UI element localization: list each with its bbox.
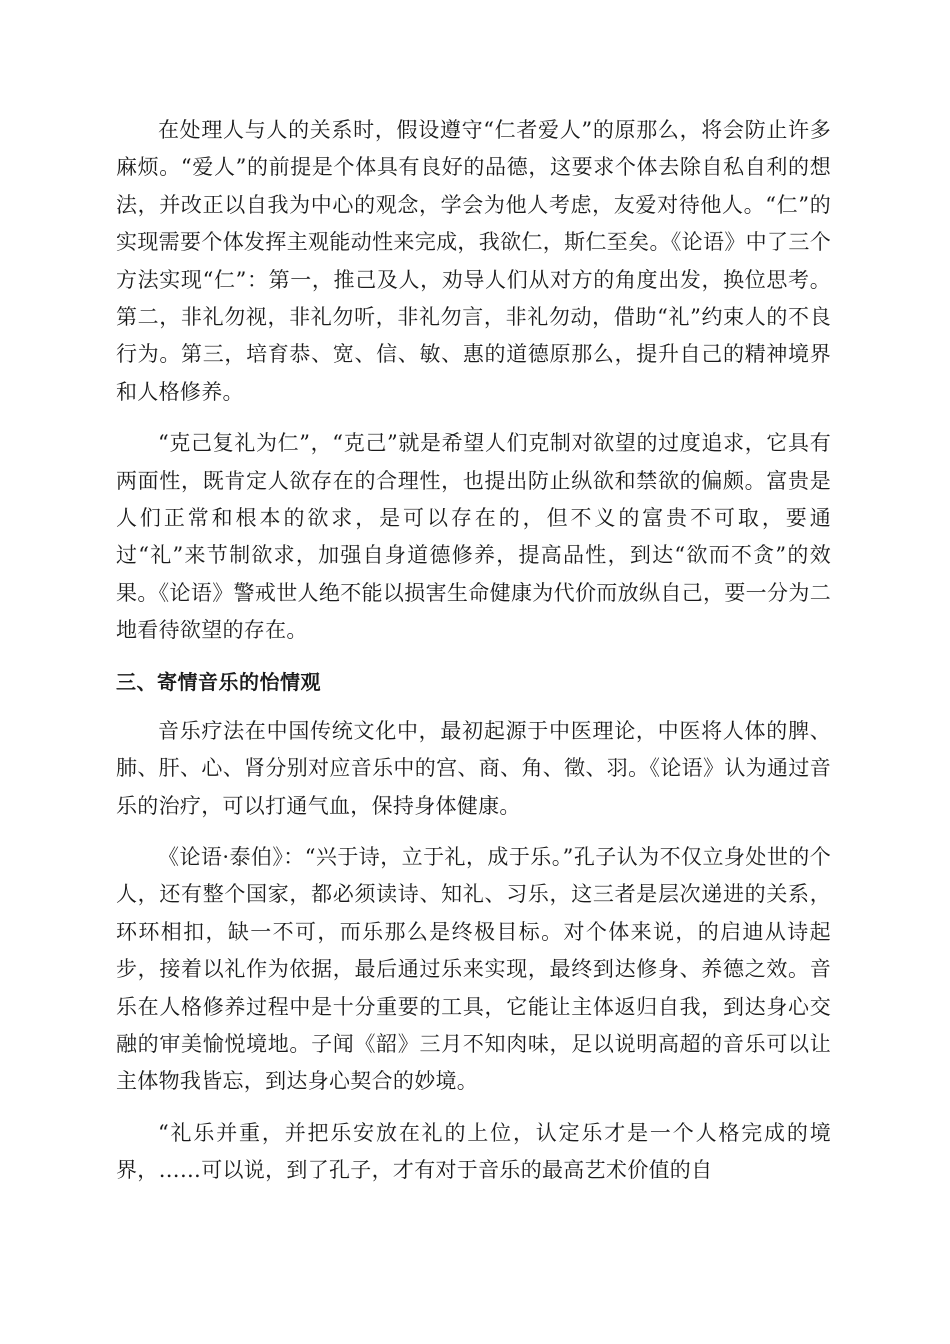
- paragraph-self-restraint: “克己复礼为仁”，“克己”就是希望人们克制对欲望的过度追求，它具有两面性，既肯定人欲存在的合理性，也提出防止纵欲和禁欲的偏颇。富贵是人们正常和根本的欲求，是可以存在的，但不义的富贵不可取，要通过“礼”来节制欲求，加强自身道德修养，提高品性，到达“欲而不贪”的效果。《论语》警戒世人绝不能以损害生命健康为代价而放纵自己，要一分为二地看待欲望的存在。: [116, 431, 831, 643]
- paragraph-taibo: 《论语·泰伯》：“兴于诗，立于礼，成于乐。”孔子认为不仅立身处世的个人，还有整个国家，都必须读诗、知礼、习乐，这三者是层次递进的关系，环环相扣，缺一不可，而乐那么是终极目标。对个体来说，的启迪从诗起步，接着以礼作为依据，最后通过乐来实现，最终到达修身、养德之效。音乐在人格修养过程中是十分重要的工具，它能让主体返归自我，到达身心交融的审美愉悦境地。子闻《韶》三月不知肉味，足以说明高超的音乐可以让主体物我皆忘，到达身心契合的妙境。: [116, 844, 831, 1094]
- section-heading-music: 三、寄情音乐的怡情观: [116, 669, 321, 694]
- paragraph-ren-love: 在处理人与人的关系时，假设遵守“仁者爱人”的原那么，将会防止许多麻烦。“爱人”的前提是个体具有良好的品德，这要求个体去除自私自利的想法，并改正以自我为中心的观念，学会为他人考虑，友爱对待他人。“仁”的实现需要个体发挥主观能动性来完成，我欲仁，斯仁至矣。《论语》中了三个方法实现“仁”：第一，推己及人，劝导人们从对方的角度出发，换位思考。第二，非礼勿视，非礼勿听，非礼勿言，非礼勿动，借助“礼”约束人的不良行为。第三，培育恭、宽、信、敏、惠的道德原那么，提升自己的精神境界和人格修养。: [116, 118, 831, 404]
- paragraph-rites-music: “礼乐并重，并把乐安放在礼的上位，认定乐才是一个人格完成的境界，……可以说，到了孔子，才有对于音乐的最高艺术价值的自: [116, 1120, 831, 1183]
- document-page: [116, 112, 831, 1204]
- paragraph-music-therapy: 音乐疗法在中国传统文化中，最初起源于中医理论，中医将人体的脾、肺、肝、心、肾分别对应音乐中的宫、商、角、徵、羽。《论语》认为通过音乐的治疗，可以打通气血，保持身体健康。: [116, 718, 831, 818]
